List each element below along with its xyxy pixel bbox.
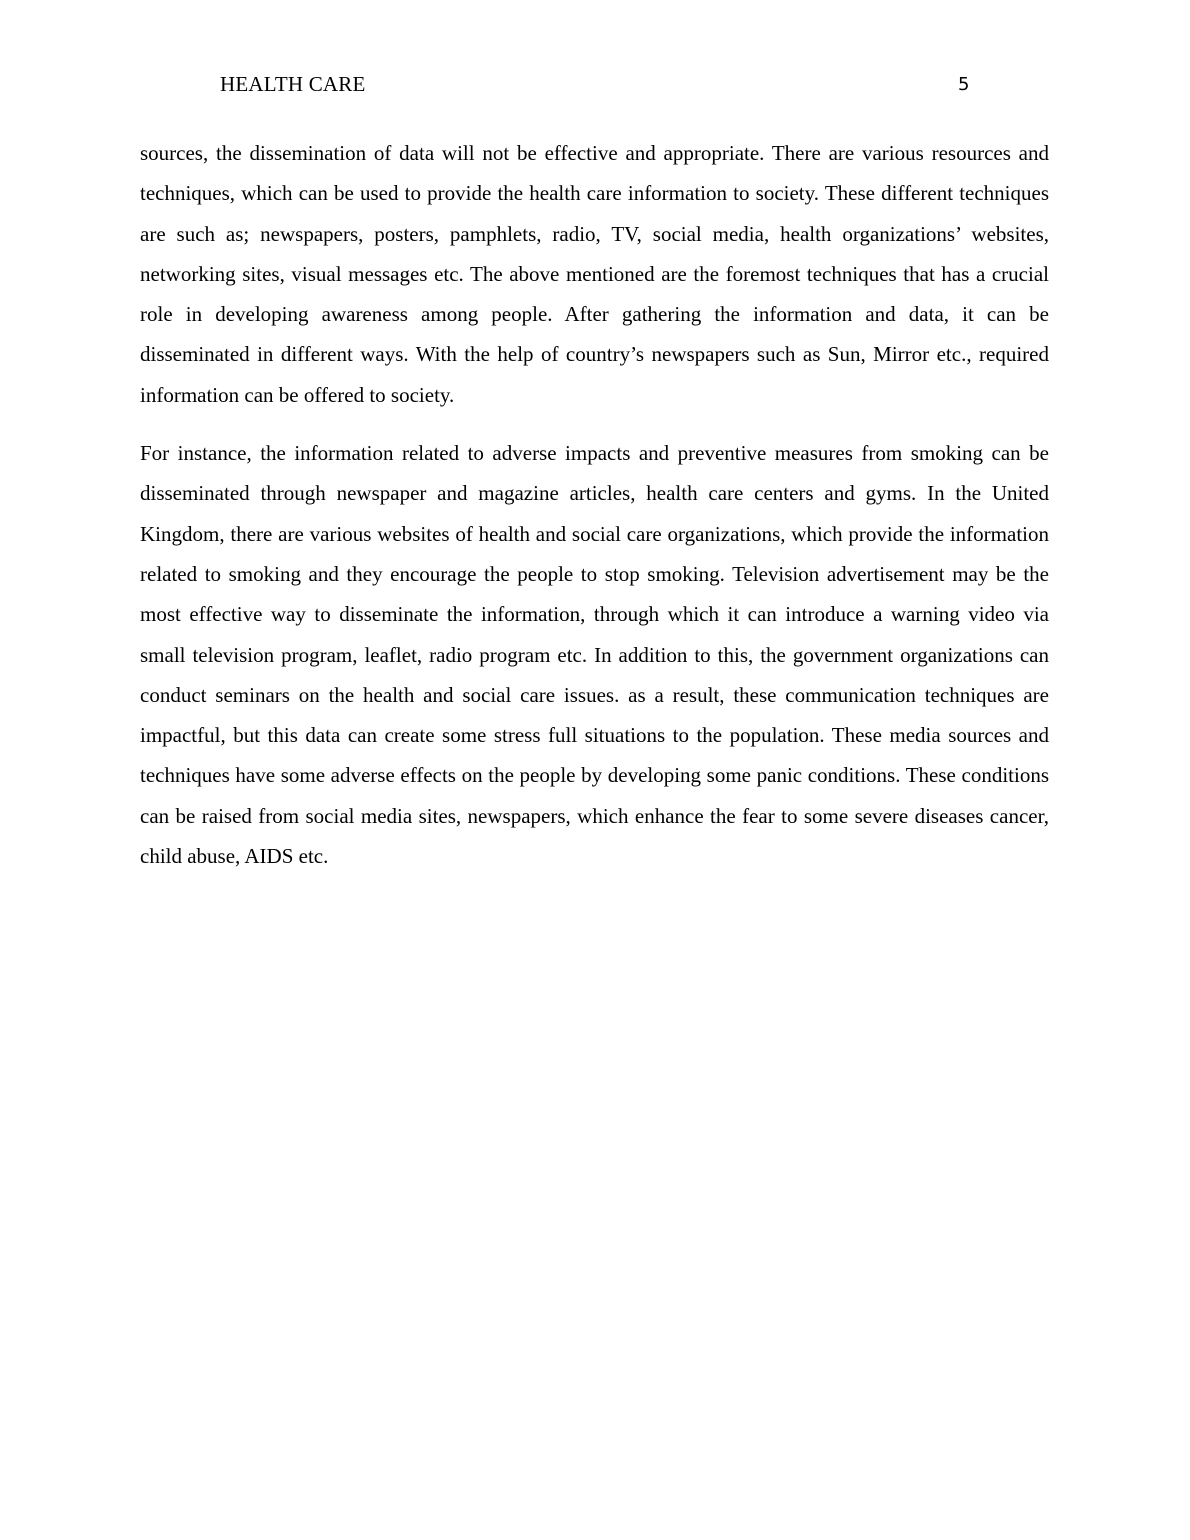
paragraph-1: sources, the dissemination of data will not be effective and appropriate. There are various resources and techniques, which can be used to provide the health care information to society. These different techniques are such as; newspapers, posters, pamphlets, radio, TV, social media, health organizations’ websites, networking sites, visual messages etc. The above mentioned are the foremost techniques that has a crucial role in developing awareness among people. After gathering the information and data, it can be disseminated in different ways. With the help of country’s newspapers such as Sun, Mirror etc., required information can be offered to society. — [140, 141, 1049, 407]
body-text — [140, 133, 1049, 876]
paragraph-2: For instance, the information related to adverse impacts and preventive measures from smoking can be disseminated through newspaper and magazine articles, health care centers and gyms. In the United Kingdom, there are various websites of health and social care organizations, which provide the information related to smoking and they encourage the people to stop smoking. Television advertisement may be the most effective way to disseminate the information, through which it can introduce a warning video via small television program, leaflet, radio program etc. In addition to this, the government organizations can conduct seminars on the health and social care issues. as a result, these communication techniques are impactful, but this data can create some stress full situations to the population. These media sources and techniques have some adverse effects on the people by developing some panic conditions. These conditions can be raised from social media sites, newspapers, which enhance the fear to some severe diseases cancer, child abuse, AIDS etc. — [140, 441, 1049, 869]
page-number: 5 — [958, 74, 970, 95]
running-head: HEALTH CARE — [220, 72, 366, 96]
